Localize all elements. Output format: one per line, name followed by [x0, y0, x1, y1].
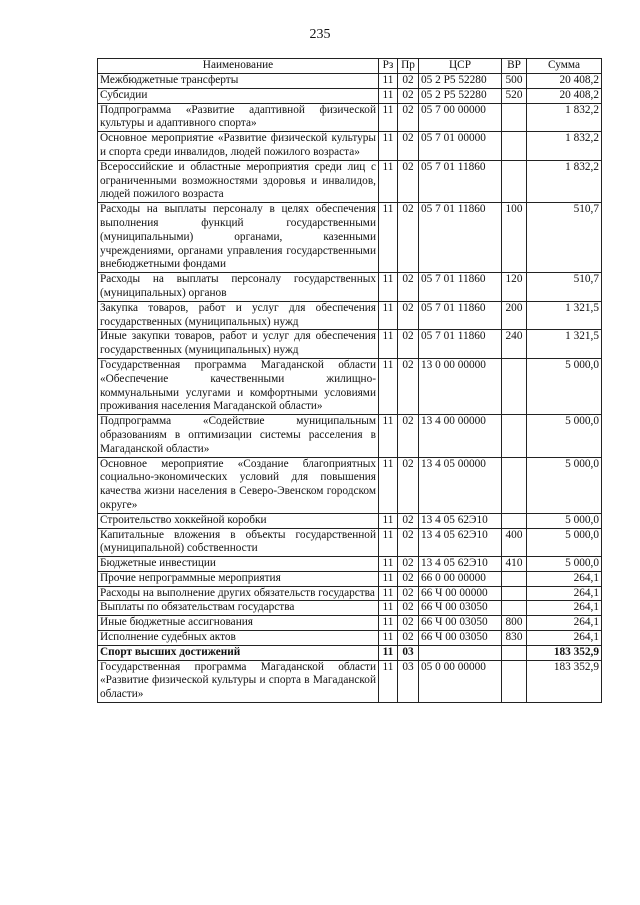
row-vr [502, 660, 527, 702]
table-row [98, 660, 602, 702]
row-vr: 240 [502, 330, 527, 359]
table-row [98, 457, 602, 513]
row-sum: 5 000,0 [527, 513, 602, 528]
row-name: Расходы на выплаты персоналу в целях обеспечения выполнения функций государственными (муниципальными) органами, казенными учреждениями, органами управления государственными внебюджетными фондами [98, 203, 379, 273]
row-pr: 02 [398, 513, 419, 528]
row-vr: 400 [502, 528, 527, 557]
table-row [98, 415, 602, 457]
row-name: Государственная программа Магаданской области «Развитие физической культуры и спорта в Магаданской области» [98, 660, 379, 702]
table-row [98, 273, 602, 302]
row-csr: 13 4 05 62Э10 [419, 528, 502, 557]
header-pr: Пр [398, 59, 419, 74]
row-rz: 11 [379, 273, 398, 302]
header-vr: ВР [502, 59, 527, 74]
row-sum: 5 000,0 [527, 528, 602, 557]
row-name: Основное мероприятие «Создание благоприятных социально-экономических условий для повышения качества жизни населения в Северо-Эвенском городском округе» [98, 457, 379, 513]
row-csr [419, 645, 502, 660]
table-row [98, 301, 602, 330]
row-rz: 11 [379, 528, 398, 557]
row-csr: 05 7 00 00000 [419, 103, 502, 132]
row-rz: 11 [379, 103, 398, 132]
table-header-row [98, 59, 602, 74]
table-row [98, 528, 602, 557]
row-sum: 264,1 [527, 631, 602, 646]
row-csr: 66 0 00 00000 [419, 571, 502, 586]
row-sum: 5 000,0 [527, 415, 602, 457]
row-sum: 264,1 [527, 571, 602, 586]
row-csr: 13 4 00 00000 [419, 415, 502, 457]
row-rz: 11 [379, 415, 398, 457]
row-pr: 02 [398, 358, 419, 414]
row-name: Основное мероприятие «Развитие физической культуры и спорта среди инвалидов, людей пожилого возраста» [98, 132, 379, 161]
row-rz: 11 [379, 631, 398, 646]
row-vr [502, 645, 527, 660]
row-pr: 02 [398, 273, 419, 302]
row-vr [502, 160, 527, 202]
row-csr: 66 Ч 00 03050 [419, 616, 502, 631]
table-row [98, 616, 602, 631]
table-row [98, 88, 602, 103]
page-number: 235 [309, 27, 331, 42]
row-vr: 500 [502, 74, 527, 89]
row-pr: 02 [398, 88, 419, 103]
row-sum: 5 000,0 [527, 358, 602, 414]
row-sum: 1 321,5 [527, 330, 602, 359]
row-rz: 11 [379, 586, 398, 601]
row-name: Исполнение судебных актов [98, 631, 379, 646]
row-name: Иные закупки товаров, работ и услуг для обеспечения государственных (муниципальных) нужд [98, 330, 379, 359]
row-vr: 800 [502, 616, 527, 631]
row-sum: 264,1 [527, 586, 602, 601]
row-pr: 02 [398, 132, 419, 161]
row-name: Прочие непрограммные мероприятия [98, 571, 379, 586]
row-pr: 03 [398, 645, 419, 660]
row-pr: 02 [398, 160, 419, 202]
row-vr [502, 601, 527, 616]
row-csr: 05 7 01 00000 [419, 132, 502, 161]
table-row [98, 601, 602, 616]
row-sum: 1 321,5 [527, 301, 602, 330]
row-name: Расходы на выполнение других обязательств государства [98, 586, 379, 601]
row-name: Подпрограмма «Развитие адаптивной физической культуры и адаптивного спорта» [98, 103, 379, 132]
row-vr [502, 415, 527, 457]
budget-table [97, 58, 602, 703]
row-csr: 05 2 P5 52280 [419, 74, 502, 89]
row-pr: 02 [398, 203, 419, 273]
row-csr: 05 2 P5 52280 [419, 88, 502, 103]
row-rz: 11 [379, 358, 398, 414]
row-pr: 02 [398, 415, 419, 457]
row-vr [502, 586, 527, 601]
row-csr: 66 Ч 00 03050 [419, 631, 502, 646]
row-name: Всероссийские и областные мероприятия среди лиц с ограниченными возможностями здоровья и инвалидов, людей пожилого возраста [98, 160, 379, 202]
row-sum: 264,1 [527, 616, 602, 631]
header-rz: Рз [379, 59, 398, 74]
row-rz: 11 [379, 301, 398, 330]
row-sum: 264,1 [527, 601, 602, 616]
row-name: Межбюджетные трансферты [98, 74, 379, 89]
row-rz: 11 [379, 645, 398, 660]
table-row [98, 557, 602, 572]
row-rz: 11 [379, 513, 398, 528]
row-rz: 11 [379, 203, 398, 273]
row-sum: 510,7 [527, 203, 602, 273]
row-csr: 05 7 01 11860 [419, 273, 502, 302]
row-vr: 200 [502, 301, 527, 330]
row-name: Капитальные вложения в объекты государственной (муниципальной) собственности [98, 528, 379, 557]
row-name: Иные бюджетные ассигнования [98, 616, 379, 631]
row-name: Выплаты по обязательствам государства [98, 601, 379, 616]
row-name: Бюджетные инвестиции [98, 557, 379, 572]
row-sum: 183 352,9 [527, 660, 602, 702]
row-vr: 120 [502, 273, 527, 302]
row-vr [502, 457, 527, 513]
row-rz: 11 [379, 601, 398, 616]
row-name: Субсидии [98, 88, 379, 103]
row-pr: 02 [398, 301, 419, 330]
row-pr: 02 [398, 103, 419, 132]
row-rz: 11 [379, 557, 398, 572]
row-vr: 830 [502, 631, 527, 646]
row-pr: 02 [398, 557, 419, 572]
row-rz: 11 [379, 571, 398, 586]
row-pr: 02 [398, 330, 419, 359]
row-csr: 13 4 05 00000 [419, 457, 502, 513]
row-vr [502, 571, 527, 586]
table-row [98, 160, 602, 202]
row-sum: 1 832,2 [527, 132, 602, 161]
table-row [98, 571, 602, 586]
row-name: Закупка товаров, работ и услуг для обеспечения государственных (муниципальных) нужд [98, 301, 379, 330]
row-vr: 520 [502, 88, 527, 103]
row-rz: 11 [379, 457, 398, 513]
row-rz: 11 [379, 616, 398, 631]
row-csr: 66 Ч 00 03050 [419, 601, 502, 616]
header-sum: Сумма [527, 59, 602, 74]
row-csr: 05 7 01 11860 [419, 160, 502, 202]
row-rz: 11 [379, 132, 398, 161]
table-row [98, 330, 602, 359]
row-name: Строительство хоккейной коробки [98, 513, 379, 528]
row-rz: 11 [379, 330, 398, 359]
row-csr: 13 4 05 62Э10 [419, 513, 502, 528]
row-csr: 05 7 01 11860 [419, 203, 502, 273]
row-sum: 5 000,0 [527, 457, 602, 513]
table-row [98, 203, 602, 273]
row-vr [502, 358, 527, 414]
row-pr: 02 [398, 528, 419, 557]
table-row [98, 358, 602, 414]
row-vr [502, 132, 527, 161]
row-sum: 510,7 [527, 273, 602, 302]
row-name: Спорт высших достижений [98, 645, 379, 660]
row-vr: 410 [502, 557, 527, 572]
row-csr: 13 0 00 00000 [419, 358, 502, 414]
table-row [98, 513, 602, 528]
row-pr: 02 [398, 571, 419, 586]
table-row [98, 103, 602, 132]
row-vr [502, 103, 527, 132]
row-csr: 05 7 01 11860 [419, 301, 502, 330]
table-row [98, 645, 602, 660]
row-csr: 66 Ч 00 00000 [419, 586, 502, 601]
table-row [98, 586, 602, 601]
row-rz: 11 [379, 74, 398, 89]
row-name: Подпрограмма «Содействие муниципальным образованиям в оптимизации системы расселения в Магаданской области» [98, 415, 379, 457]
row-rz: 11 [379, 160, 398, 202]
row-csr: 05 7 01 11860 [419, 330, 502, 359]
row-sum: 20 408,2 [527, 88, 602, 103]
row-sum: 1 832,2 [527, 160, 602, 202]
row-pr: 02 [398, 601, 419, 616]
row-pr: 03 [398, 660, 419, 702]
row-pr: 02 [398, 586, 419, 601]
table-row [98, 74, 602, 89]
row-name: Государственная программа Магаданской области «Обеспечение качественными жилищно-коммунальными услугами и комфортными условиями проживания населения Магаданской области» [98, 358, 379, 414]
row-sum: 183 352,9 [527, 645, 602, 660]
header-name: Наименование [98, 59, 379, 74]
row-rz: 11 [379, 88, 398, 103]
row-csr: 05 0 00 00000 [419, 660, 502, 702]
row-vr: 100 [502, 203, 527, 273]
row-pr: 02 [398, 457, 419, 513]
row-pr: 02 [398, 74, 419, 89]
row-sum: 1 832,2 [527, 103, 602, 132]
row-sum: 20 408,2 [527, 74, 602, 89]
row-sum: 5 000,0 [527, 557, 602, 572]
header-csr: ЦСР [419, 59, 502, 74]
row-pr: 02 [398, 616, 419, 631]
row-vr [502, 513, 527, 528]
table-row [98, 631, 602, 646]
row-name: Расходы на выплаты персоналу государственных (муниципальных) органов [98, 273, 379, 302]
table-row [98, 132, 602, 161]
row-pr: 02 [398, 631, 419, 646]
row-csr: 13 4 05 62Э10 [419, 557, 502, 572]
row-rz: 11 [379, 660, 398, 702]
